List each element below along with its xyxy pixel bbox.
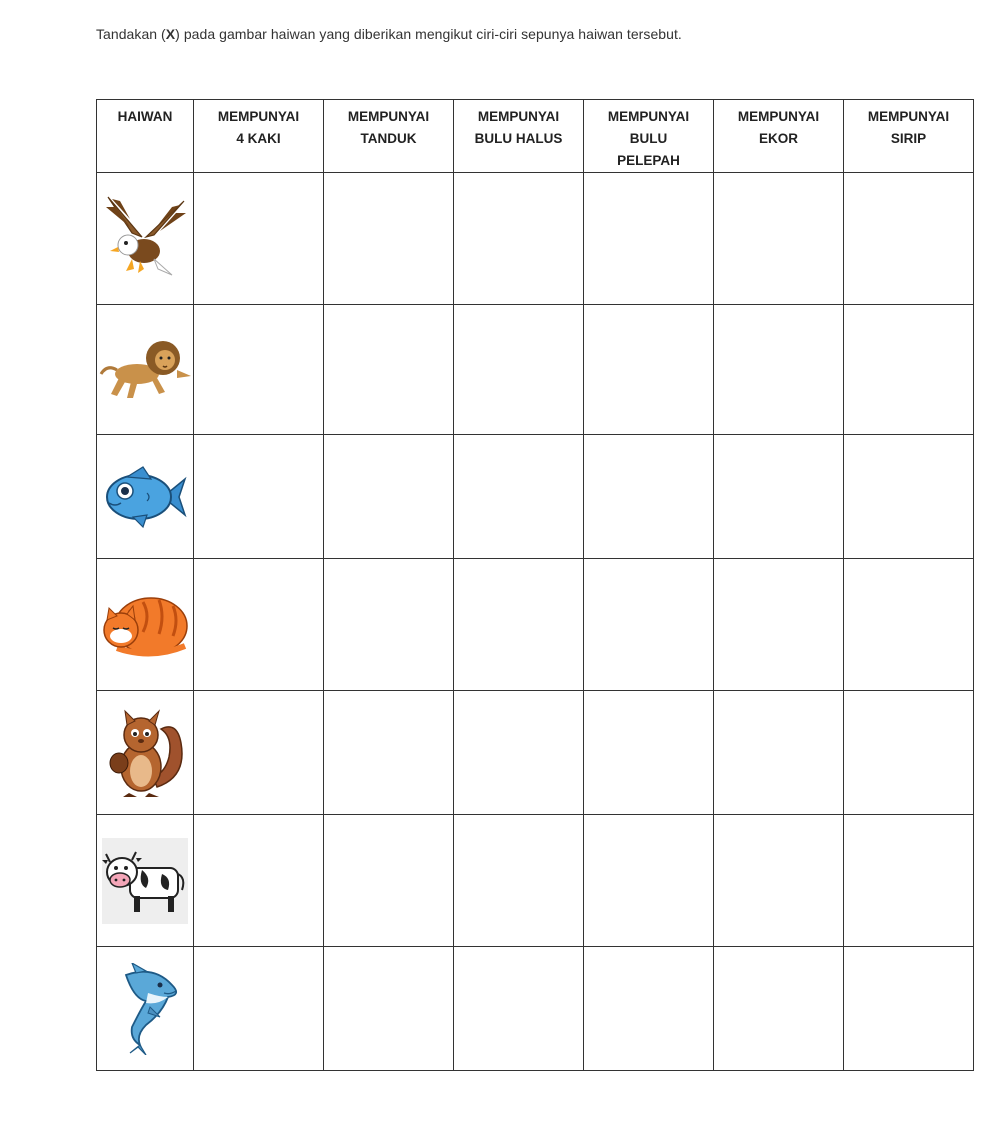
checkbox-cell[interactable]	[844, 815, 974, 947]
header-row	[97, 100, 974, 173]
checkbox-cell[interactable]	[454, 559, 584, 691]
checkbox-cell[interactable]	[194, 691, 324, 815]
checkbox-cell[interactable]	[324, 691, 454, 815]
checkbox-cell[interactable]	[454, 435, 584, 559]
eagle-icon	[102, 193, 188, 285]
checkbox-cell[interactable]	[844, 305, 974, 435]
header-fins: MEMPUNYAI SIRIP	[844, 100, 974, 173]
checkbox-cell[interactable]	[844, 173, 974, 305]
table-row	[97, 559, 974, 691]
checkbox-cell[interactable]	[194, 559, 324, 691]
cow-icon	[102, 838, 188, 924]
table-row	[97, 173, 974, 305]
checkbox-cell[interactable]	[584, 173, 714, 305]
checkbox-cell[interactable]	[584, 305, 714, 435]
animal-cell	[97, 691, 194, 815]
table-row	[97, 815, 974, 947]
checkbox-cell[interactable]	[584, 435, 714, 559]
animal-cell	[97, 815, 194, 947]
header-horns: MEMPUNYAI TANDUK	[324, 100, 454, 173]
lion-icon	[97, 334, 193, 406]
checkbox-cell[interactable]	[324, 559, 454, 691]
table-row	[97, 305, 974, 435]
header-four-legs: MEMPUNYAI 4 KAKI	[194, 100, 324, 173]
checkbox-cell[interactable]	[194, 305, 324, 435]
checkbox-cell[interactable]	[584, 691, 714, 815]
header-fur: MEMPUNYAI BULU HALUS	[454, 100, 584, 173]
animal-cell	[97, 305, 194, 435]
checkbox-cell[interactable]	[324, 305, 454, 435]
checkbox-cell[interactable]	[844, 559, 974, 691]
checkbox-cell[interactable]	[584, 947, 714, 1071]
checkbox-cell[interactable]	[324, 173, 454, 305]
checkbox-cell[interactable]	[454, 815, 584, 947]
animal-cell	[97, 173, 194, 305]
checkbox-cell[interactable]	[454, 173, 584, 305]
checkbox-cell[interactable]	[324, 815, 454, 947]
checkbox-cell[interactable]	[194, 947, 324, 1071]
checkbox-cell[interactable]	[584, 815, 714, 947]
checkbox-cell[interactable]	[844, 691, 974, 815]
checkbox-cell[interactable]	[714, 691, 844, 815]
checkbox-cell[interactable]	[454, 305, 584, 435]
checkbox-cell[interactable]	[714, 173, 844, 305]
instruction-text	[96, 26, 682, 42]
checkbox-cell[interactable]	[324, 435, 454, 559]
animal-cell	[97, 435, 194, 559]
table-row	[97, 691, 974, 815]
checkbox-cell[interactable]	[324, 947, 454, 1071]
animal-cell	[97, 559, 194, 691]
header-feathers: MEMPUNYAI BULU PELEPAH	[584, 100, 714, 173]
animal-cell	[97, 947, 194, 1071]
table-row	[97, 435, 974, 559]
checkbox-cell[interactable]	[714, 815, 844, 947]
checkbox-cell[interactable]	[194, 815, 324, 947]
instruction-suffix: ) pada gambar haiwan yang diberikan mengikut ciri-ciri sepunya haiwan tersebut.	[175, 26, 682, 42]
checkbox-cell[interactable]	[194, 435, 324, 559]
instruction-mark: X	[165, 26, 176, 42]
checkbox-cell[interactable]	[584, 559, 714, 691]
checkbox-cell[interactable]	[714, 305, 844, 435]
checkbox-cell[interactable]	[714, 947, 844, 1071]
header-tail: MEMPUNYAI EKOR	[714, 100, 844, 173]
checkbox-cell[interactable]	[844, 947, 974, 1071]
table-row	[97, 947, 974, 1071]
cat-icon	[99, 590, 191, 660]
dolphin-icon	[106, 963, 184, 1055]
checkbox-cell[interactable]	[714, 559, 844, 691]
fish-icon	[103, 465, 187, 529]
header-animal: HAIWAN	[97, 100, 194, 173]
checkbox-cell[interactable]	[714, 435, 844, 559]
checkbox-cell[interactable]	[194, 173, 324, 305]
instruction-prefix: Tandakan (	[96, 26, 166, 42]
animal-traits-table	[96, 99, 974, 1071]
checkbox-cell[interactable]	[454, 947, 584, 1071]
checkbox-cell[interactable]	[454, 691, 584, 815]
squirrel-icon	[103, 707, 187, 799]
checkbox-cell[interactable]	[844, 435, 974, 559]
